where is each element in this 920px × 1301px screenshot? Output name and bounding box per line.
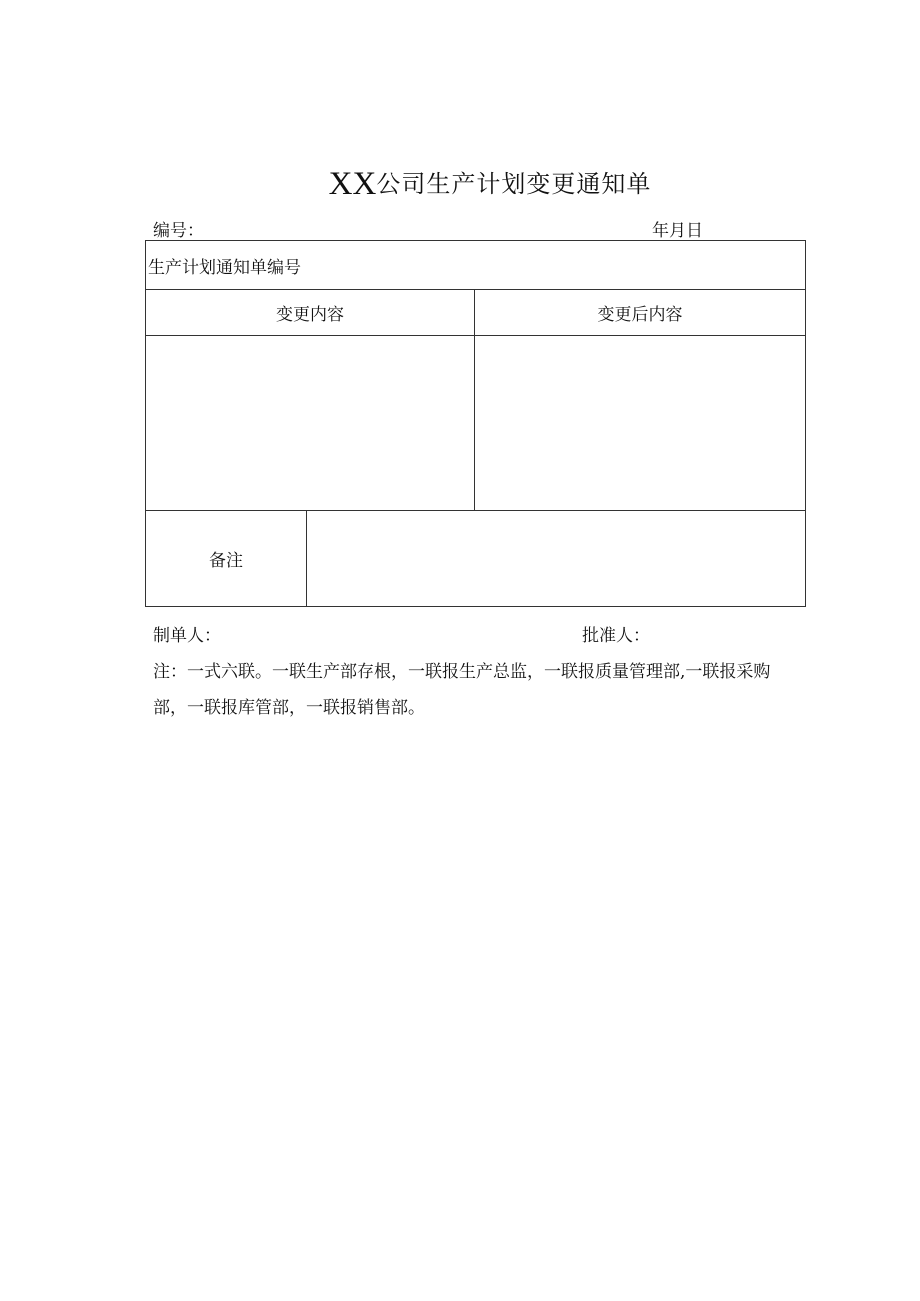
title-text: 公司生产计划变更通知单 — [376, 170, 652, 198]
page-title — [0, 164, 920, 203]
remark-cell[interactable] — [307, 511, 806, 607]
after-change-cell[interactable] — [475, 336, 806, 511]
header-row — [146, 290, 806, 336]
change-notice-table — [145, 240, 806, 607]
change-content-header: 变更内容 — [146, 290, 475, 336]
after-change-header: 变更后内容 — [475, 290, 806, 336]
preparer-label: 制单人： — [153, 626, 221, 646]
plan-number-row — [146, 241, 806, 290]
approver-label: 批准人： — [582, 626, 650, 646]
title-prefix: XX — [328, 166, 377, 202]
remark-row — [146, 511, 806, 607]
plan-number-cell[interactable] — [146, 241, 806, 290]
remark-label: 备注 — [146, 511, 307, 607]
content-row — [146, 336, 806, 511]
change-content-cell[interactable] — [146, 336, 475, 511]
plan-number-label: 生产计划通知单编号 — [148, 257, 301, 278]
number-label: 编号： — [153, 221, 204, 241]
distribution-note: 注：一式六联。一联生产部存根，一联报生产总监，一联报质量管理部,一联报采购部，一联报库管部，一联报销售部。 — [153, 662, 771, 718]
date-label: 年月日 — [652, 221, 703, 241]
